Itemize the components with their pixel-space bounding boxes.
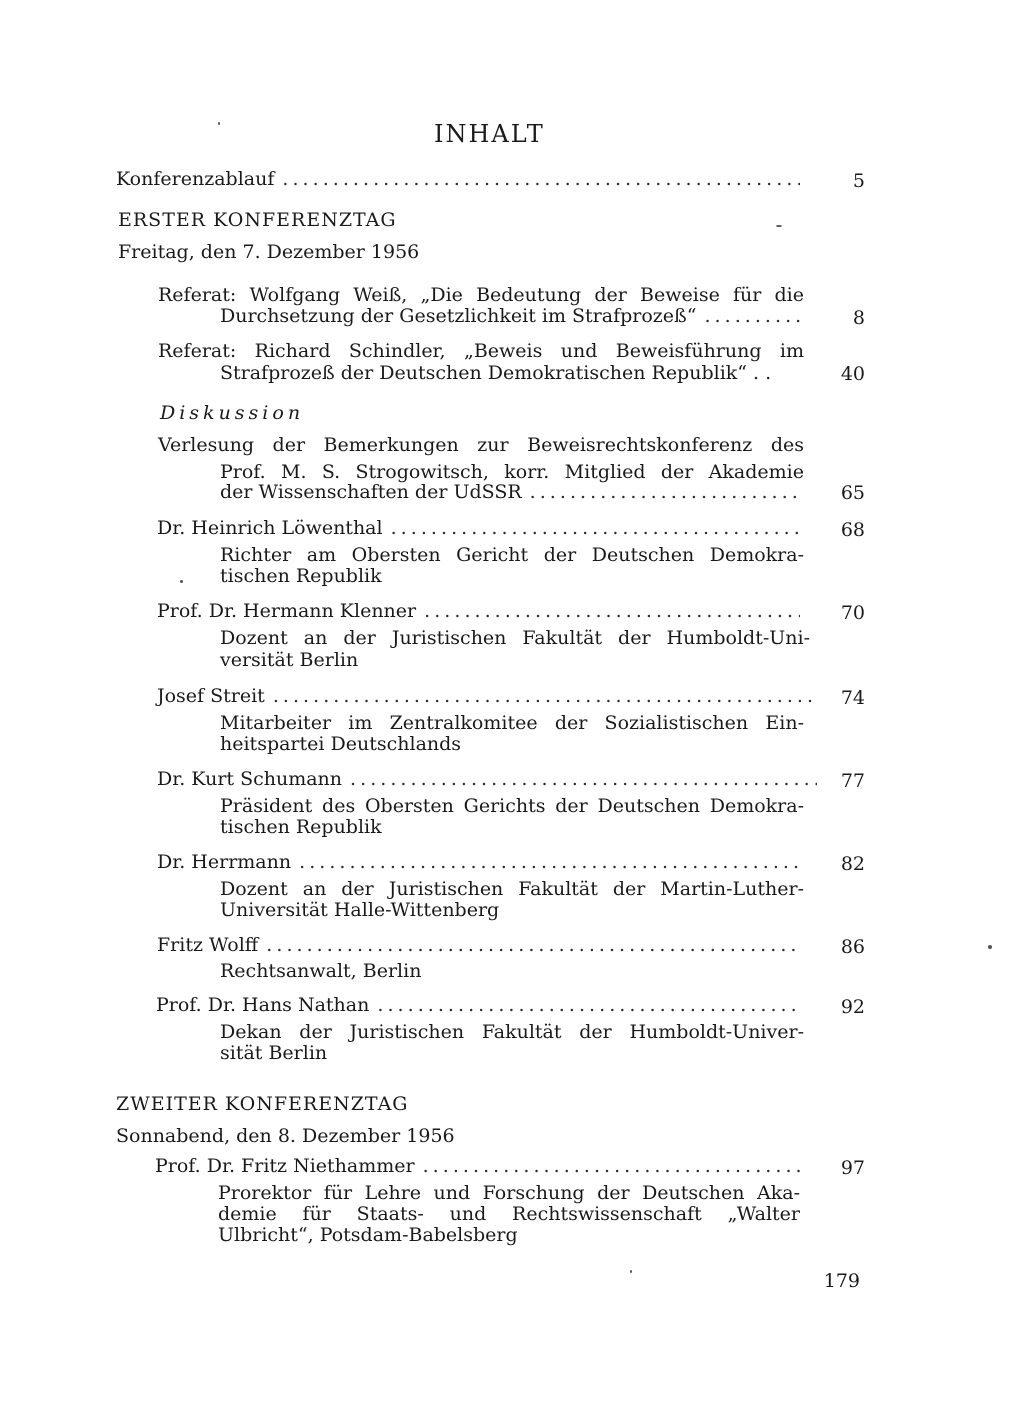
speaker-name: Josef Streit [157, 685, 265, 707]
speaker-description: tischen Republik [220, 816, 382, 838]
leader-dots [391, 517, 800, 539]
toc-page-number: 5 [852, 170, 865, 192]
leader-dots [704, 305, 800, 327]
speaker-description: Dozent an der Juristischen Fakultät der Humboldt-Uni- [220, 627, 810, 649]
page-heading: INHALT [434, 120, 545, 148]
toc-entry-speaker [157, 517, 808, 539]
toc-page-number: 86 [840, 936, 865, 958]
toc-page-number: 77 [840, 770, 865, 792]
speaker-description: demie für Staats- und Rechtswissenschaft „Walter [218, 1203, 800, 1225]
speaker-name: Fritz Wolff [157, 934, 259, 956]
speaker-description: sität Berlin [220, 1042, 328, 1064]
referat2-line1: Referat: Richard Schindler, „Beweis und Beweisführung im [158, 340, 804, 362]
toc-entry-label: Konferenzablauf [116, 168, 275, 190]
toc-page-number: 68 [840, 519, 865, 541]
speaker-description: Ulbricht“, Potsdam-Babelsberg [218, 1224, 518, 1246]
verlesung-line3: der Wissenschaften der UdSSR [220, 481, 522, 503]
toc-page-number: 70 [840, 602, 865, 624]
speaker-description: Mitarbeiter im Zentralkomitee der Sozialistischen Ein- [220, 712, 804, 734]
referat1-line1: Referat: Wolfgang Weiß, „Die Bedeutung der Beweise für die [158, 284, 804, 306]
leader-dots [266, 934, 800, 956]
scan-speck [776, 225, 782, 227]
referat1-line2: Durchsetzung der Gesetzlichkeit im Strafprozeß“ [220, 305, 697, 327]
toc-page-number: 97 [840, 1157, 865, 1179]
leader-dots [423, 1155, 800, 1177]
toc-entry-speaker [157, 685, 822, 707]
speaker-name: Dr. Herrmann [157, 851, 292, 873]
speaker-description: tischen Republik [220, 565, 382, 587]
speaker-name: Prof. Dr. Hans Nathan [156, 994, 370, 1016]
toc-page-number: 74 [840, 687, 865, 709]
toc-entry-referat1 [220, 305, 808, 327]
speaker-name: Dr. Kurt Schumann [157, 768, 343, 790]
toc-page-number: 8 [852, 307, 865, 329]
toc-page-number: 40 [840, 363, 865, 385]
section-date-day1: Freitag, den 7. Dezember 1956 [118, 241, 420, 263]
verlesung-line1: Verlesung der Bemerkungen zur Beweisrechtskonferenz des [158, 434, 804, 456]
toc-entry-verlesung [220, 481, 808, 503]
toc-entry-speaker [155, 1155, 808, 1177]
speaker-description: heitspartei Deutschlands [220, 733, 462, 755]
speaker-description: Präsident des Obersten Gerichts der Deutschen Demokra- [220, 795, 804, 817]
scan-speck [988, 945, 992, 949]
speaker-name: Dr. Heinrich Löwenthal [157, 517, 383, 539]
verlesung-line2: Prof. M. S. Strogowitsch, korr. Mitglied der Akademie [220, 461, 804, 483]
leader-dots [273, 685, 814, 707]
diskussion-heading: Diskussion [160, 402, 305, 424]
section-title-day1: ERSTER KONFERENZTAG [118, 209, 397, 231]
page-number: 179 [823, 1270, 860, 1292]
toc-entry-speaker [157, 600, 808, 622]
toc-entry-speaker [157, 934, 808, 956]
speaker-name: Prof. Dr. Hermann Klenner [157, 600, 417, 622]
referat2-line2: Strafprozeß der Deutschen Demokratischen Republik“ . . [220, 362, 772, 384]
leader-dots [530, 481, 800, 503]
speaker-description: Dekan der Juristischen Fakultät der Humboldt-Univer- [220, 1021, 804, 1043]
leader-dots [377, 994, 800, 1016]
speaker-description: versität Berlin [220, 649, 359, 671]
toc-page-number: 82 [840, 853, 865, 875]
leader-dots [350, 768, 817, 790]
toc-entry-konferenzablauf [116, 168, 808, 190]
section-date-day2: Sonnabend, den 8. Dezember 1956 [116, 1125, 455, 1147]
leader-dots [299, 851, 800, 873]
leader-dots [424, 600, 800, 622]
speaker-description: Universität Halle-Wittenberg [220, 899, 500, 921]
speaker-description: Rechtsanwalt, Berlin [220, 960, 422, 982]
toc-entry-speaker [157, 768, 825, 790]
toc-page-number: 65 [840, 482, 865, 504]
scan-speck [218, 122, 220, 125]
leader-dots [282, 168, 800, 190]
scan-speck [180, 580, 183, 583]
toc-entry-speaker [156, 994, 808, 1016]
speaker-description: Prorektor für Lehre und Forschung der Deutschen Aka- [218, 1182, 800, 1204]
speaker-description: Richter am Obersten Gericht der Deutschen Demokra- [220, 544, 804, 566]
speaker-name: Prof. Dr. Fritz Niethammer [155, 1155, 415, 1177]
toc-entry-speaker [157, 851, 808, 873]
scan-speck [630, 1270, 632, 1273]
toc-page-number: 92 [840, 996, 865, 1018]
speaker-description: Dozent an der Juristischen Fakultät der Martin-Luther- [220, 878, 804, 900]
section-title-day2: ZWEITER KONFERENZTAG [116, 1093, 409, 1115]
